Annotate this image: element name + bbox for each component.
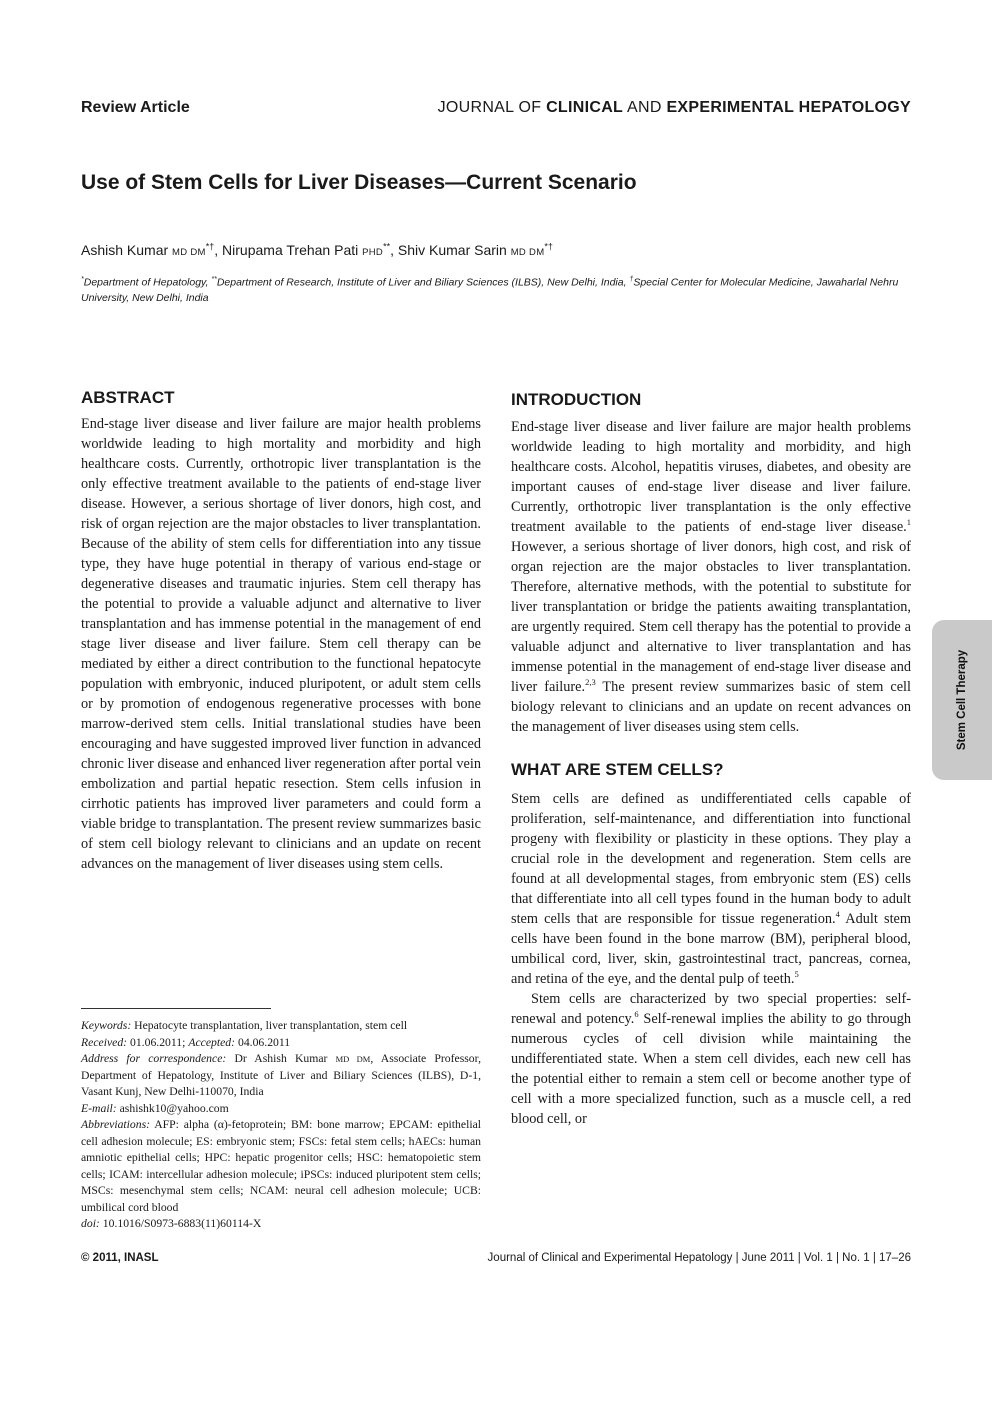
author (81, 242, 222, 258)
journal-name-part: EXPERIMENTAL HEPATOLOGY (666, 99, 911, 116)
footnote-label: E-mail: (81, 1101, 117, 1115)
email-line (81, 1101, 481, 1118)
article-type: Review Article (81, 99, 190, 116)
affiliation-mark: * (81, 276, 84, 283)
abstract-heading: ABSTRACT (81, 388, 175, 407)
author (222, 242, 398, 258)
correspondence-address: , Associate Professor, Department of Hepatology, Institute of Liver and Biliary Sciences (ILBS), D-1, Vasant Kunj, New Delhi-110070, India (81, 1052, 481, 1098)
text-run: Adult stem cells have been found in the bone marrow (BM), peripheral blood, umbilical cord, liver, skin, gastrointestinal tract, pancreas, cornea, and retina of the eye, and the dental pulp of teeth. (511, 911, 912, 987)
doi-text[interactable]: 10.1016/S0973-6883(11)60114-X (99, 1217, 262, 1230)
stem-cells-heading: WHAT ARE STEM CELLS? (511, 760, 724, 779)
affiliation-mark: † (629, 276, 634, 283)
correspondence-line (81, 1051, 481, 1101)
text-run: The present review summarizes basic of stem cell biology relevant to clinicians and an update on recent advances on the management of liver diseases using stem cells. (511, 679, 911, 735)
introduction-heading: INTRODUCTION (511, 390, 642, 409)
introduction-text (511, 417, 911, 737)
author-degree: MD DM (172, 246, 206, 258)
author-separator: , (214, 241, 223, 258)
author-name: Ashish Kumar (81, 241, 169, 258)
keywords-line (81, 1018, 481, 1035)
left-column (81, 388, 481, 874)
author-separator: , (390, 241, 398, 258)
text-run: Stem cells are characterized by two special properties: self-renewal and potency. (511, 991, 911, 1027)
journal-name-part: CLINICAL (546, 99, 624, 116)
citation-ref[interactable]: 2,3 (585, 677, 596, 688)
author-degree: PHD (362, 246, 384, 258)
text-run: However, a serious shortage of liver donors, high cost, and risk of organ rejection are the major obstacles to liver transplantation. Therefore, alternative methods, with the potential to substitute for liver transplantation or bridge the patients awaiting transplantation, are urgently required. Stem cell therapy has the potential to provide a valuable adjunct and alternative to liver transplantation and has immense potential in the management of end-stage liver disease and liver failure. (511, 539, 911, 695)
author-mark: *† (205, 241, 215, 251)
text-run: End-stage liver disease and liver failure are major health problems worldwide leading to high mortality and morbidity, and high healthcare costs. Alcohol, hepatitis viruses, diabetes, and obesity are important causes of end-stage liver disease and liver failure. Currently, orthotropic liver transplantation is the only effective treatment available to the patients of end-stage liver disease. (511, 419, 911, 535)
footnote-label: Address for correspondence: (81, 1052, 227, 1065)
abbreviations-line (81, 1117, 481, 1216)
accepted-date: 04.06.2011 (235, 1035, 291, 1049)
article-title: Use of Stem Cells for Liver Diseases—Current Scenario (81, 171, 637, 194)
footer-citation: Journal of Clinical and Experimental Hepatology | June 2011 | Vol. 1 | No. 1 | 17–26 (487, 1252, 911, 1264)
journal-name-part: AND (623, 99, 667, 116)
author-list (81, 241, 911, 258)
affiliation-text: Department of Hepatology, (83, 276, 212, 289)
right-column (511, 390, 911, 1129)
journal-name-part: JOURNAL OF (437, 99, 547, 116)
doi-line (81, 1216, 481, 1233)
author (398, 242, 553, 258)
footnote-label: Abbreviations: (81, 1118, 151, 1131)
text-run: Stem cells are defined as undifferentiated cells capable of proliferation, self-maintenance, and differentiation into functional progeny with flexibility or plasticity in these options. They play a crucial role in the development and regeneration. Stem cells are found at all developmental stages, from embryonic stem (ES) cells that differentiate into all cell types found in the human body to adult stem cells that are responsible for tissue regeneration. (511, 791, 911, 927)
author-name: Nirupama Trehan Pati (222, 241, 359, 258)
citation-ref[interactable]: 6 (634, 1009, 639, 1020)
affiliation-mark: ** (211, 276, 217, 283)
stem-cells-paragraph-2 (511, 989, 911, 1129)
email-address[interactable]: ashishk10@yahoo.com (116, 1101, 229, 1115)
author-mark: *† (544, 241, 553, 251)
keywords-text: Hepatocyte transplantation, liver transplantation, stem cell (131, 1019, 408, 1032)
author-mark: ** (383, 241, 391, 251)
citation-ref[interactable]: 1 (906, 517, 911, 528)
affiliation-text: Special Center for Molecular Medicine, Jawaharlal Nehru University, New Delhi, India (81, 276, 899, 304)
footnote-label: Keywords: (81, 1019, 132, 1032)
side-tab-label: Stem Cell Therapy (956, 649, 968, 751)
author-degree: MD DM (510, 246, 545, 258)
stem-cells-paragraph-1 (511, 789, 911, 989)
dates-line (81, 1035, 481, 1052)
correspondence-degree: MD DM (335, 1054, 371, 1064)
correspondence-name: Dr Ashish Kumar (226, 1052, 336, 1065)
footnote-label: Accepted: (188, 1035, 236, 1049)
citation-ref[interactable]: 4 (835, 909, 840, 920)
affiliation-text: Department of Research, Institute of Liver and Biliary Sciences (ILBS), New Delhi, India, (216, 276, 630, 289)
footnotes (81, 1018, 481, 1233)
section-side-tab (932, 620, 992, 780)
footer-copyright: © 2011, INASL (81, 1252, 159, 1264)
abbreviations-text: AFP: alpha (α)-fetoprotein; BM: bone marrow; EPCAM: epithelial cell adhesion molecule; ES: embryonic stem; FSCs: fetal stem cells; hAECs: human amniotic epithelial cells; HPC: hepatic progenitor cells; HSC: hematopoietic stem cells; ICAM: intercellular adhesion molecule; iPSCs: induced pluripotent stem cells; MSCs: mesenchymal stem cells; NCAM: neural cell adhesion molecule; UCB: umbilical cord blood (81, 1118, 481, 1214)
abstract-text: End-stage liver disease and liver failure are major health problems worldwide leading to high mortality and morbidity and high healthcare costs. Currently, orthotropic liver transplantation is the only effective treatment available to the patients of end-stage liver disease. However, a serious shortage of liver donors, high cost, and risk of organ rejection are the major obstacles to liver transplantation. Because of the ability of stem cells for differentiation into any tissue type, they have huge potential in therapy of various end-stage or degenerative diseases and traumatic injuries. Stem cell therapy has the potential to provide a valuable adjunct and alternative to liver transplantation and has immense potential in the management of end stage liver disease and liver failure. Stem cell therapy can be mediated by either a direct contribution to the functional hepatocyte population with embryonic, induced pluripotent, or adult stem cells or by promotion of endogenous regenerative processes with bone marrow-derived stem cells. Initial translational studies have been encouraging and have suggested improved liver function in advanced chronic liver disease and enhanced liver regeneration after portal vein embolization and partial hepatic resection. Stem cells infusion in cirrhotic patients has improved liver parameters and could form a viable bridge to transplantation. The present review summarizes basic of stem cell biology relevant to clinicians and an update on recent advances on the management of liver diseases using stem cells. (81, 416, 481, 872)
journal-name (438, 99, 911, 117)
author-name: Shiv Kumar Sarin (397, 241, 507, 258)
footnote-label: doi: (81, 1217, 100, 1230)
footnote-label: Received: (81, 1035, 128, 1049)
citation-ref[interactable]: 5 (794, 969, 799, 980)
text-run: Self-renewal implies the ability to go through numerous cycles of cell division while maintaining the undifferentiated state. When a stem cell divides, each new cell has the potential either to remain a stem cell or become another type of cell with a more specialized function, such as a muscle cell, a red blood cell, or (511, 1011, 912, 1127)
received-date: 01.06.2011; (127, 1035, 189, 1049)
affiliations (81, 272, 911, 307)
footnote-divider (81, 1008, 271, 1009)
